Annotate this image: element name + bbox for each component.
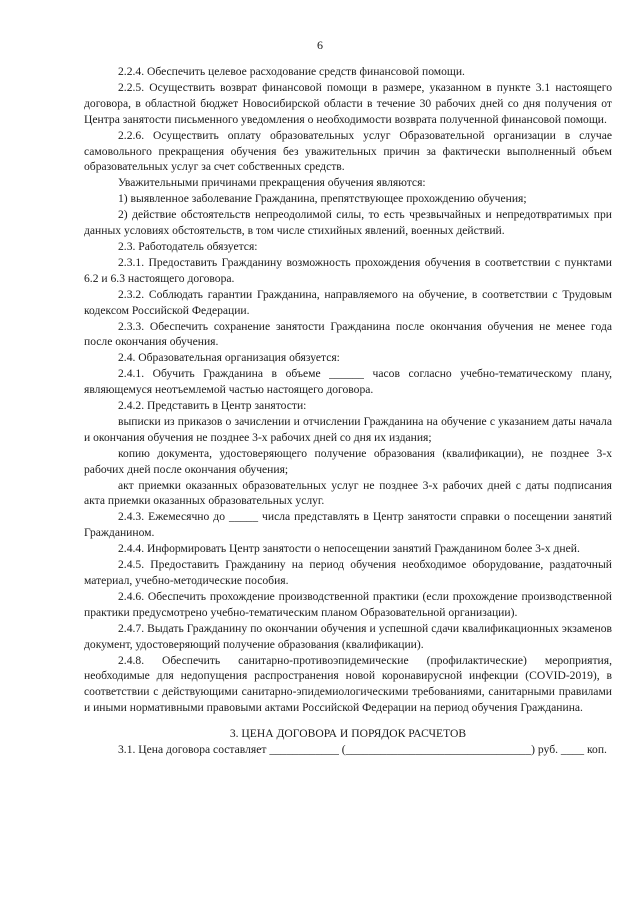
paragraph-2-2-6: 2.2.6. Осуществить оплату образовательных услуг Образовательной организации в случае самовольного прекращения обучения без уважительных причин за фактически выполненный объем образовательных услуг за счет собственных средств. bbox=[84, 128, 612, 174]
page-number: 6 bbox=[317, 38, 323, 52]
paragraph-reason-1: 1) выявленное заболевание Гражданина, препятствующее прохождению обучения; bbox=[118, 192, 527, 206]
paragraph-2-4-2: 2.4.2. Представить в Центр занятости: bbox=[118, 399, 307, 413]
paragraph-2-4-5: 2.4.5. Предоставить Гражданину на период обучения необходимое оборудование, раздаточный материал, учебно-методические пособия. bbox=[84, 558, 612, 587]
paragraph-2-3-3: 2.3.3. Обеспечить сохранение занятости Гражданина после окончания обучения не менее года после окончания обучения. bbox=[84, 319, 612, 349]
paragraph-2-4-6: 2.4.6. Обеспечить прохождение производственной практики (если прохождение производственной практики предусмотрено учебно-тематическим планом Образовательной организации). bbox=[84, 589, 612, 619]
paragraph-document-copy: копию документа, удостоверяющего получение образования (квалификации), не позднее 3-х рабочих дней после окончания обучения; bbox=[84, 446, 612, 476]
paragraph-valid-reasons: Уважительными причинами прекращения обучения являются: bbox=[118, 176, 426, 190]
paragraph-2-3-1: 2.3.1. Предоставить Гражданину возможность прохождения обучения в соответствии с пунктами 6.2 и 6.3 настоящего договора. bbox=[84, 255, 612, 285]
paragraph-reason-2: 2) действие обстоятельств непреодолимой силы, то есть чрезвычайных и непредотвратимых при данных условиях обстоятельств, в том числе стихийных явлений, военных действий. bbox=[84, 208, 612, 238]
paragraph-2-4-7: 2.4.7. Выдать Гражданину по окончании обучения и успешной сдачи квалификационных экзаменов документ, удостоверяющий получение образования (квалификации). bbox=[84, 621, 612, 651]
paragraph-2-4-8: 2.4.8. Обеспечить санитарно-противоэпидемические (профилактические) мероприятия, необходимые для недопущения распространения новой коронавирусной инфекции (COVID-2019), в соответствии с действующими санитарно-эпидемиологическими требованиями, санитарными правилами и иными нормативными правовыми актами Российской Федерации на период обучения Гражданина. bbox=[84, 653, 612, 715]
paragraph-extracts: выписки из приказов о зачислении и отчислении Гражданина на обучение с указанием даты начала и окончания обучения не позднее 3-х рабочих дней со дня их издания; bbox=[84, 414, 612, 444]
paragraph-acceptance-act: акт приемки оказанных образовательных услуг не позднее 3-х рабочих дней с даты подписания акта приемки оказанных образовательных услуг. bbox=[84, 478, 612, 508]
paragraph-2-3-2: 2.3.2. Соблюдать гарантии Гражданина, направляемого на обучение, в соответствии с Трудовым кодексом Российской Федерации. bbox=[84, 287, 612, 317]
paragraph-2-4-3: 2.4.3. Ежемесячно до _____ числа представлять в Центр занятости справки о посещении занятий Гражданином. bbox=[84, 510, 612, 540]
paragraph-2-4-1: 2.4.1. Обучить Гражданина в объеме ______ часов согласно учебно-тематическому плану, являющемуся неотъемлемой частью настоящего договора. bbox=[84, 367, 612, 397]
document-body bbox=[84, 64, 612, 758]
paragraph-2-3: 2.3. Работодатель обязуется: bbox=[118, 239, 258, 253]
paragraph-2-2-4: 2.2.4. Обеспечить целевое расходование средств финансовой помощи. bbox=[118, 65, 465, 78]
paragraph-2-4: 2.4. Образовательная организация обязуется: bbox=[118, 351, 340, 365]
paragraph-2-2-5: 2.2.5. Осуществить возврат финансовой помощи в размере, указанном в пункте 3.1 настоящего договора, в областной бюджет Новосибирской области в течение 30 рабочих дней со дня получения от Центра занятости письменного уведомления о необходимости возврата полученной финансовой помощи. bbox=[84, 80, 612, 126]
section-heading-price: 3. ЦЕНА ДОГОВОРА И ПОРЯДОК РАСЧЕТОВ bbox=[229, 727, 467, 741]
paragraph-2-4-4: 2.4.4. Информировать Центр занятости о непосещении занятий Гражданином более 3-х дней. bbox=[118, 542, 580, 556]
paragraph-3-1: 3.1. Цена договора составляет ____________ (________________________________) руб. ____ коп. bbox=[118, 743, 607, 757]
